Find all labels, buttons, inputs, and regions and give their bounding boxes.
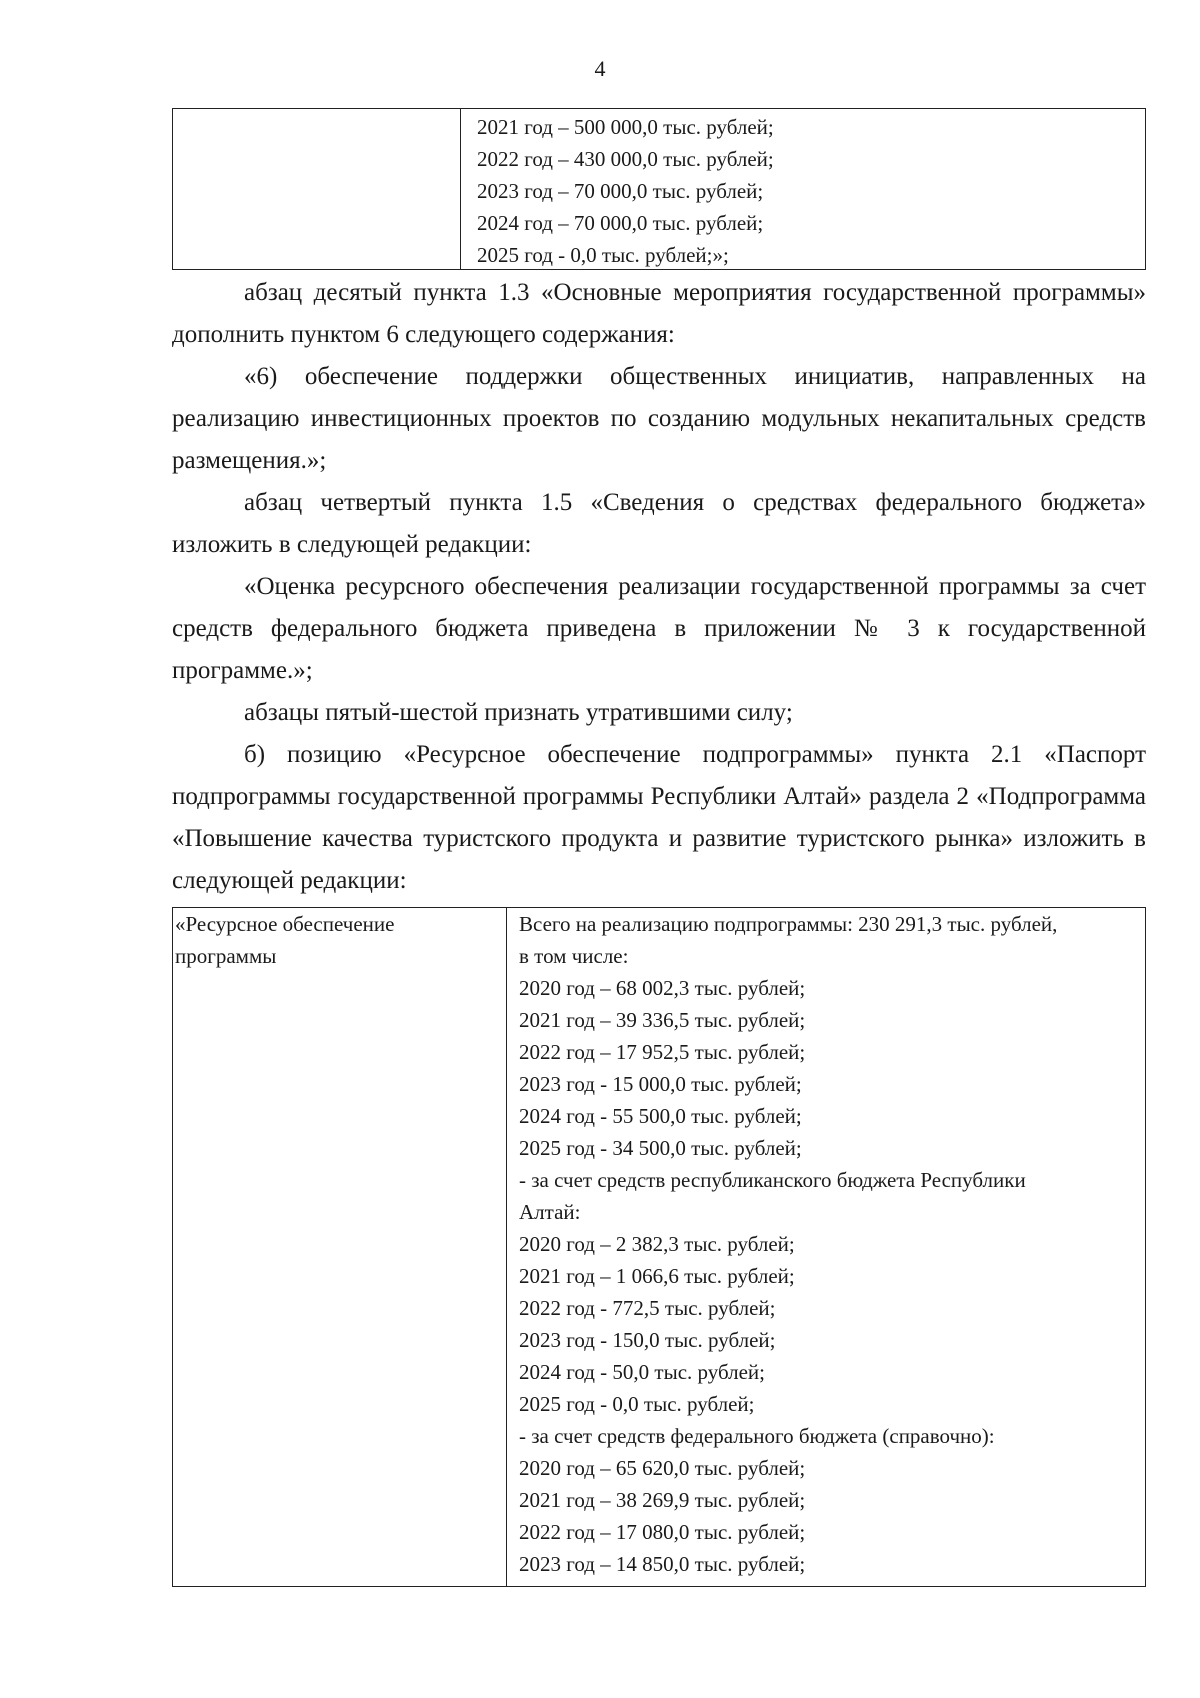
resource-line: в том числе: bbox=[519, 944, 629, 968]
page-number: 4 bbox=[594, 56, 606, 81]
funding-table-continuation bbox=[172, 108, 1146, 270]
funding-line: 2021 год – 500 000,0 тыс. рублей; bbox=[477, 115, 774, 139]
resource-line: 2020 год – 2 382,3 тыс. рублей; bbox=[519, 1232, 795, 1256]
funding-line: 2022 год – 430 000,0 тыс. рублей; bbox=[477, 147, 774, 171]
resource-line: 2020 год – 65 620,0 тыс. рублей; bbox=[519, 1456, 806, 1480]
funding-table-label-cell bbox=[173, 109, 461, 269]
resource-line: 2023 год - 150,0 тыс. рублей; bbox=[519, 1328, 776, 1352]
paragraph: абзац десятый пункта 1.3 «Основные мероприятия государственной программы» дополнить пунктом 6 следующего содержания: bbox=[172, 279, 1146, 348]
resource-line: 2025 год - 0,0 тыс. рублей; bbox=[519, 1392, 755, 1416]
resource-line: 2024 год - 55 500,0 тыс. рублей; bbox=[519, 1104, 802, 1128]
resource-line: - за счет средств федерального бюджета (справочно): bbox=[519, 1424, 995, 1448]
paragraph: абзацы пятый-шестой признать утратившими силу; bbox=[244, 699, 793, 726]
resource-line: - за счет средств республиканского бюджета Республики bbox=[519, 1168, 1026, 1192]
resource-line: 2023 год - 15 000,0 тыс. рублей; bbox=[519, 1072, 802, 1096]
resource-line: 2023 год – 14 850,0 тыс. рублей; bbox=[519, 1552, 806, 1576]
resource-line: 2021 год – 38 269,9 тыс. рублей; bbox=[519, 1488, 806, 1512]
resource-line: 2021 год – 39 336,5 тыс. рублей; bbox=[519, 1008, 806, 1032]
document-body bbox=[172, 272, 1146, 902]
funding-table-values-cell bbox=[461, 109, 1145, 269]
resource-label-line: программы bbox=[175, 944, 277, 968]
funding-line: 2024 год – 70 000,0 тыс. рублей; bbox=[477, 211, 764, 235]
resource-line: 2025 год - 34 500,0 тыс. рублей; bbox=[519, 1136, 802, 1160]
resource-label-line: «Ресурсное обеспечение bbox=[175, 912, 395, 936]
resource-line: Алтай: bbox=[519, 1200, 581, 1224]
resource-line: 2024 год - 50,0 тыс. рублей; bbox=[519, 1360, 766, 1384]
resource-line: 2022 год – 17 080,0 тыс. рублей; bbox=[519, 1520, 806, 1544]
paragraph: «6) обеспечение поддержки общественных инициатив, направленных на реализацию инвестиционных проектов по созданию модульных некапитальных средств размещения.»; bbox=[172, 363, 1146, 474]
resource-line: 2022 год - 772,5 тыс. рублей; bbox=[519, 1296, 776, 1320]
resource-provision-table bbox=[172, 907, 1146, 1587]
resource-label-cell bbox=[173, 908, 507, 1586]
resource-line: 2020 год – 68 002,3 тыс. рублей; bbox=[519, 976, 806, 1000]
paragraph: «Оценка ресурсного обеспечения реализации государственной программы за счет средств федерального бюджета приведена в приложении № 3 к государственной программе.»; bbox=[172, 573, 1146, 684]
paragraph: абзац четвертый пункта 1.5 «Сведения о средствах федерального бюджета» изложить в следующей редакции: bbox=[172, 489, 1146, 558]
resource-line: 2022 год – 17 952,5 тыс. рублей; bbox=[519, 1040, 806, 1064]
funding-line: 2023 год – 70 000,0 тыс. рублей; bbox=[477, 179, 764, 203]
funding-line: 2025 год - 0,0 тыс. рублей;»; bbox=[477, 243, 729, 267]
resource-values-cell bbox=[507, 908, 1145, 1586]
resource-line: Всего на реализацию подпрограммы: 230 291,3 тыс. рублей, bbox=[519, 912, 1058, 936]
paragraph: б) позицию «Ресурсное обеспечение подпрограммы» пункта 2.1 «Паспорт подпрограммы государственной программы Республики Алтай» раздела 2 «Подпрограмма «Повышение качества туристского продукта и развитие туристского рынка» изложить в следующей редакции: bbox=[172, 741, 1146, 894]
resource-line: 2021 год – 1 066,6 тыс. рублей; bbox=[519, 1264, 795, 1288]
